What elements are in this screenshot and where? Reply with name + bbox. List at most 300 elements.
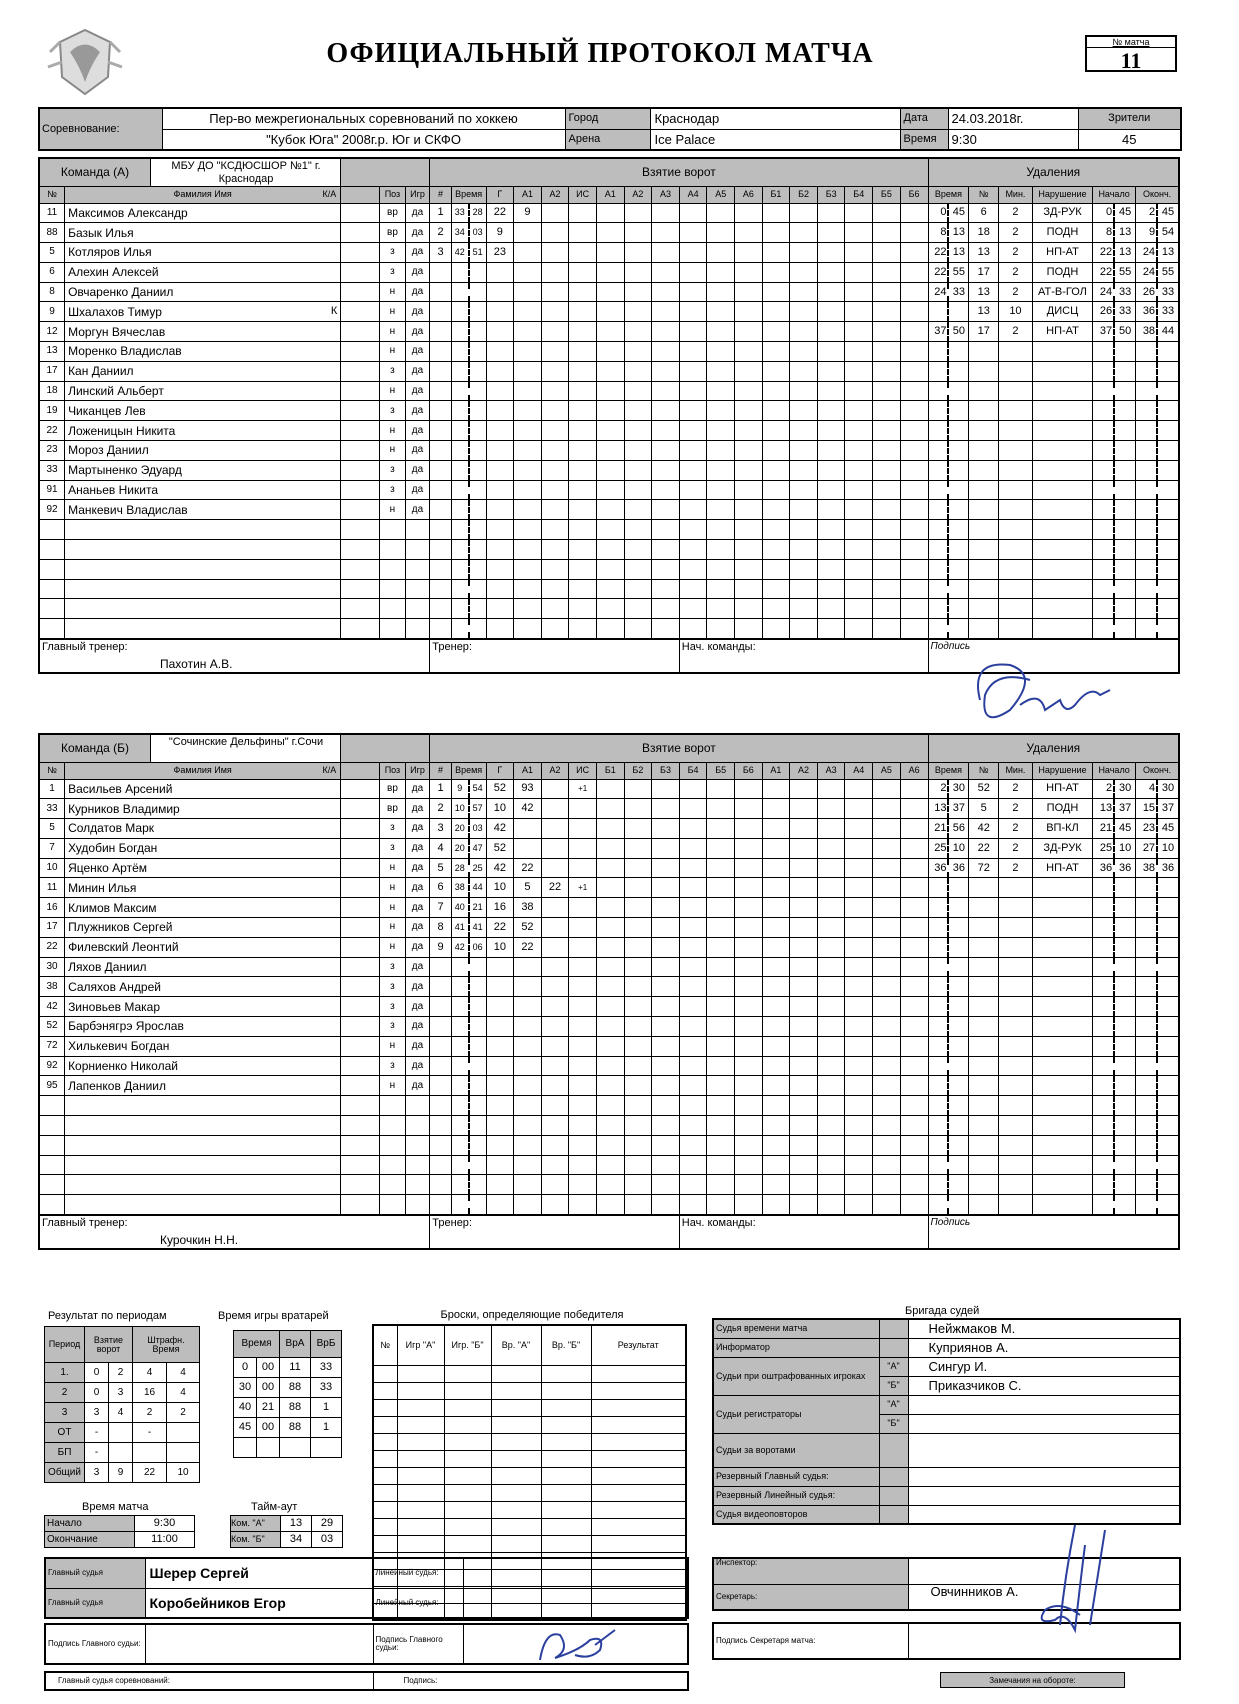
goal-cell	[541, 799, 569, 819]
col-pen-infraction: Нарушение	[1032, 762, 1092, 779]
timeout-b-min: 34	[281, 1532, 312, 1548]
goal-cell: 9	[451, 779, 468, 799]
col-num: №	[39, 762, 65, 779]
player-row	[39, 1096, 1179, 1116]
inspector-label: Инспектор:	[713, 1558, 908, 1584]
col-goal-10: Б5	[707, 762, 735, 779]
penalty-cell: 33	[1114, 302, 1135, 322]
player-row	[39, 203, 1179, 223]
player-row	[39, 342, 1179, 362]
player-row	[39, 460, 1179, 480]
goal-cell: 42	[451, 937, 468, 957]
player-row	[39, 302, 1179, 322]
period-row	[45, 1443, 200, 1463]
city-value: Краснодар	[650, 108, 900, 129]
player-name: Котляров Илья	[68, 245, 152, 260]
penalty-cell: 45	[1114, 203, 1135, 223]
goal-cell: 5	[430, 858, 451, 878]
penalty-cell: 24	[1093, 282, 1114, 302]
penalty-cell: 0	[1093, 203, 1114, 223]
penalty-cell: НП-АТ	[1032, 858, 1092, 878]
player-position: з	[380, 838, 406, 858]
player-played: да	[405, 262, 430, 282]
competition-line1: Пер-во межрегиональных соревнований по хоккею	[162, 108, 565, 129]
player-row	[39, 361, 1179, 381]
goal-cell: 52	[514, 918, 542, 938]
referee-role: Резервный Главный судья:	[713, 1467, 879, 1486]
player-role: К	[330, 304, 338, 317]
player-name: Курников Владимир	[68, 801, 180, 816]
timeout-a-sec: 29	[312, 1516, 343, 1532]
goal-cell	[569, 937, 597, 957]
player-position: н	[380, 500, 406, 520]
col-goal-15: Б4	[845, 186, 873, 203]
goal-cell	[569, 243, 597, 263]
team_b-table	[38, 733, 1180, 1250]
col-goal-9: Б4	[679, 762, 707, 779]
player-row	[39, 441, 1179, 461]
goal-cell	[569, 223, 597, 243]
player-number: 30	[39, 957, 65, 977]
referee-team	[879, 1505, 908, 1524]
signature-team-a	[950, 650, 1150, 740]
team_a-trainer-label: Тренер:	[430, 639, 680, 673]
goal-cell	[541, 223, 569, 243]
player-played: да	[405, 838, 430, 858]
penalty-cell: 2	[1136, 203, 1157, 223]
player-number: 13	[39, 342, 65, 362]
match-start-label: Начало	[45, 1516, 135, 1532]
player-name: Линский Альберт	[68, 384, 164, 399]
player-row	[39, 322, 1179, 342]
player-played: да	[405, 441, 430, 461]
player-name: Манкевич Владислав	[68, 502, 188, 517]
goal-cell: 1	[430, 203, 451, 223]
referee-name	[908, 1433, 1180, 1467]
penalty-cell: 45	[1157, 203, 1179, 223]
penalty-cell: 55	[1157, 262, 1179, 282]
goal-cell: 10	[486, 937, 514, 957]
team_a-chief-label: Нач. команды:	[679, 639, 928, 673]
referees-table	[712, 1318, 1181, 1525]
penalty-cell: 9	[1136, 223, 1157, 243]
player-name: Климов Максим	[68, 900, 157, 915]
referee-name: Приказчиков С.	[908, 1376, 1180, 1395]
match-start-value: 9:30	[135, 1516, 195, 1532]
match-time-table	[44, 1515, 195, 1548]
penalty-cell: 72	[969, 858, 999, 878]
match-number-label: № матча	[1087, 37, 1175, 48]
penalty-cell: НП-АТ	[1032, 243, 1092, 263]
player-row	[39, 619, 1179, 639]
player-row	[39, 1017, 1179, 1037]
player-position: н	[380, 898, 406, 918]
col-goal-5: ИС	[569, 762, 597, 779]
team_a-coach-label: Главный тренер:	[42, 640, 128, 653]
goal-cell: 40	[451, 898, 468, 918]
penalty-cell: 45	[1114, 819, 1135, 839]
player-number: 17	[39, 918, 65, 938]
player-played: да	[405, 342, 430, 362]
player-row	[39, 1076, 1179, 1096]
period-cell: 2	[109, 1363, 133, 1383]
period-cell: Общий	[45, 1463, 85, 1483]
main-referee2-name: Коробейников Егор	[145, 1588, 373, 1618]
penalty-cell: 0	[928, 203, 948, 223]
player-row	[39, 898, 1179, 918]
penalty-cell: 5	[969, 799, 999, 819]
player-name: Барбэнягрэ Ярослав	[68, 1019, 184, 1034]
goal-cell: 4	[430, 838, 451, 858]
penalty-cell: 21	[1093, 819, 1114, 839]
goalie-cell: 45	[234, 1418, 257, 1438]
goal-cell: 10	[486, 799, 514, 819]
referee-team: "А"	[879, 1357, 908, 1376]
referee-row	[713, 1467, 1180, 1486]
period-cell: 16	[133, 1383, 167, 1403]
player-row	[39, 223, 1179, 243]
page-title: ОФИЦИАЛЬНЫЙ ПРОТОКОЛ МАТЧА	[326, 38, 874, 69]
goal-cell	[541, 838, 569, 858]
goal-cell: 57	[469, 799, 486, 819]
player-played: да	[405, 223, 430, 243]
player-position: н	[380, 1076, 406, 1096]
date-label: Дата	[900, 108, 948, 129]
main-referee1-name: Шерер Сергей	[145, 1558, 373, 1588]
goal-cell: 34	[451, 223, 468, 243]
penalty-cell: 56	[948, 819, 968, 839]
goal-cell	[514, 838, 542, 858]
goal-cell: 2	[430, 799, 451, 819]
player-position: з	[380, 480, 406, 500]
periods-title: Результат по периодам	[48, 1310, 167, 1322]
player-row	[39, 1036, 1179, 1056]
period-cell	[167, 1443, 200, 1463]
goalie-cell: 88	[280, 1398, 311, 1418]
referee-row	[713, 1433, 1180, 1467]
player-row	[39, 500, 1179, 520]
col-goal-7: А2	[624, 186, 652, 203]
penalty-cell: 2	[999, 858, 1033, 878]
date-value: 24.03.2018г.	[948, 108, 1078, 129]
col-num: №	[39, 186, 65, 203]
referee-role: Судья времени матча	[713, 1319, 879, 1338]
referee-name	[908, 1414, 1180, 1433]
referee-name	[908, 1395, 1180, 1414]
goal-cell: 22	[486, 918, 514, 938]
period-row	[45, 1403, 200, 1423]
chief-referees-table	[44, 1557, 689, 1619]
penalty-cell: 2	[928, 779, 948, 799]
player-played: да	[405, 322, 430, 342]
penalty-cell: 8	[928, 223, 948, 243]
penalty-cell: 2	[999, 282, 1033, 302]
player-number: 9	[39, 302, 65, 322]
penalty-cell: 33	[1114, 282, 1135, 302]
player-name: Ложеницын Никита	[68, 423, 176, 438]
penalty-cell: 2	[999, 243, 1033, 263]
player-position: н	[380, 421, 406, 441]
goalie-cell: 00	[257, 1358, 280, 1378]
penalty-cell: 45	[1157, 819, 1179, 839]
penalty-cell: 36	[928, 858, 948, 878]
player-row	[39, 1195, 1179, 1215]
referee-name	[908, 1486, 1180, 1505]
player-name: Мороз Даниил	[68, 443, 149, 458]
player-played: да	[405, 1036, 430, 1056]
col-pen-end: Оконч.	[1136, 186, 1179, 203]
player-number: 22	[39, 937, 65, 957]
team_a-label: Команда (А)	[60, 164, 130, 179]
player-row	[39, 819, 1179, 839]
player-played: да	[405, 878, 430, 898]
penalty-cell: 55	[1114, 262, 1135, 282]
player-row	[39, 1116, 1179, 1136]
player-row	[39, 858, 1179, 878]
goal-cell: 22	[541, 878, 569, 898]
goal-cell	[569, 203, 597, 223]
penalty-cell: 33	[1157, 282, 1179, 302]
referee-team	[879, 1467, 908, 1486]
goal-cell: 10	[451, 799, 468, 819]
col-goal-3: А1	[514, 762, 542, 779]
goalie-time-table	[233, 1330, 342, 1458]
signature-secretary	[1005, 1515, 1165, 1645]
penalty-cell: 24	[1136, 243, 1157, 263]
goal-cell: 38	[514, 898, 542, 918]
player-number: 92	[39, 1056, 65, 1076]
penalty-cell: 13	[1093, 799, 1114, 819]
player-row	[39, 262, 1179, 282]
penalty-cell: 25	[928, 838, 948, 858]
player-position: вр	[380, 223, 406, 243]
player-position: н	[380, 322, 406, 342]
col-goal-8: Б3	[652, 762, 680, 779]
player-name: Зиновьев Макар	[68, 999, 160, 1014]
period-cell: 2	[45, 1383, 85, 1403]
col-goal-2: Г	[486, 186, 514, 203]
goal-cell: 06	[469, 937, 486, 957]
penalty-cell: 13	[948, 223, 968, 243]
goal-cell	[514, 243, 542, 263]
penalty-cell: ПОДН	[1032, 799, 1092, 819]
col-goal-9: А4	[679, 186, 707, 203]
sign-label: Подпись:	[373, 1672, 688, 1690]
penalty-cell: 22	[1093, 262, 1114, 282]
goalie-cell: 0	[234, 1358, 257, 1378]
player-row	[39, 520, 1179, 540]
period-cell: 3	[45, 1403, 85, 1423]
goal-cell: 2	[430, 223, 451, 243]
penalty-cell: 30	[1157, 779, 1179, 799]
col-goal-13: А2	[790, 762, 818, 779]
shootout-header: Вр. "А"	[491, 1325, 541, 1365]
timeout-a-min: 13	[281, 1516, 312, 1532]
main-referee1-label: Главный судья	[45, 1558, 145, 1588]
player-row	[39, 1135, 1179, 1155]
match-end-label: Окончание	[45, 1532, 135, 1548]
penalty-cell: 13	[969, 302, 999, 322]
period-cell: 10	[167, 1463, 200, 1483]
player-row	[39, 957, 1179, 977]
col-pos: Поз	[380, 762, 406, 779]
col-pen-end: Оконч.	[1136, 762, 1179, 779]
penalty-cell: 2	[999, 322, 1033, 342]
period-cell: 4	[167, 1363, 200, 1383]
col-goal-7: Б2	[624, 762, 652, 779]
referee-team	[879, 1486, 908, 1505]
goalie-row	[234, 1418, 342, 1438]
player-name: Филевский Леонтий	[68, 940, 179, 955]
goalie-row	[234, 1398, 342, 1418]
main-sign2-label: Подпись Главного судьи:	[373, 1624, 463, 1664]
player-position: з	[380, 977, 406, 997]
player-number: 11	[39, 878, 65, 898]
penalty-cell: 13	[1114, 223, 1135, 243]
team_a-sign-label: Подпись	[928, 639, 1179, 673]
goal-cell: 41	[469, 918, 486, 938]
period-cell: -	[133, 1423, 167, 1443]
player-number: 52	[39, 1017, 65, 1037]
player-played: да	[405, 302, 430, 322]
penalty-cell: НП-АТ	[1032, 779, 1092, 799]
period-cell: 1.	[45, 1363, 85, 1383]
player-played: да	[405, 858, 430, 878]
goal-cell: 22	[486, 203, 514, 223]
goal-cell: 6	[430, 878, 451, 898]
col-goal-11: Б6	[735, 762, 763, 779]
competition-referee-table	[44, 1671, 689, 1691]
referees-title: Бригада судей	[905, 1305, 980, 1317]
penalty-cell: 13	[1114, 243, 1135, 263]
col-goal-14: Б3	[817, 186, 845, 203]
player-played: да	[405, 997, 430, 1017]
penalty-cell: 21	[928, 819, 948, 839]
penalty-cell: 13	[969, 282, 999, 302]
player-name: Саляхов Андрей	[68, 979, 161, 994]
player-row	[39, 599, 1179, 619]
penalty-cell: 30	[948, 779, 968, 799]
penalty-cell: 33	[1157, 302, 1179, 322]
shootout-header: Игр. "Б"	[444, 1325, 491, 1365]
col-goal-time: Время	[451, 186, 486, 203]
time-label: Время	[900, 129, 948, 150]
player-row	[39, 838, 1179, 858]
player-row	[39, 559, 1179, 579]
goal-cell: 42	[451, 243, 468, 263]
player-row	[39, 480, 1179, 500]
col-name: Фамилия Имя	[173, 189, 232, 199]
player-row	[39, 282, 1179, 302]
col-goal-13: Б2	[790, 186, 818, 203]
player-played: да	[405, 361, 430, 381]
goal-cell: 28	[469, 203, 486, 223]
goalie-cell: 11	[280, 1358, 311, 1378]
player-position: з	[380, 1056, 406, 1076]
goal-cell	[569, 838, 597, 858]
goal-cell: 1	[430, 779, 451, 799]
col-goal-16: Б5	[873, 186, 901, 203]
col-goal-8: А3	[652, 186, 680, 203]
penalty-cell: 13	[928, 799, 948, 819]
penalty-cell: 22	[928, 262, 948, 282]
penalty-cell: ПОДН	[1032, 262, 1092, 282]
line-referee2-label: Линейный судья:	[373, 1588, 463, 1618]
goal-cell	[541, 918, 569, 938]
col-pen-infraction: Нарушение	[1032, 186, 1092, 203]
player-played: да	[405, 381, 430, 401]
penalty-cell: 36	[1136, 302, 1157, 322]
player-number: 22	[39, 421, 65, 441]
goal-cell	[541, 898, 569, 918]
referee-team: "Б"	[879, 1414, 908, 1433]
col-goal-16: А5	[873, 762, 901, 779]
goal-cell: 20	[451, 838, 468, 858]
goal-cell	[569, 918, 597, 938]
referee-name: Нейжмаков М.	[908, 1319, 1180, 1338]
goal-cell: 52	[486, 779, 514, 799]
col-goal-6: А1	[596, 186, 624, 203]
period-cell: 0	[85, 1383, 109, 1403]
penalty-cell: 44	[1157, 322, 1179, 342]
player-name: Плужников Сергей	[68, 920, 173, 935]
timeout-table	[230, 1515, 343, 1548]
goal-cell: 10	[486, 878, 514, 898]
penalty-cell: 17	[969, 262, 999, 282]
penalty-cell: 8	[1093, 223, 1114, 243]
col-ka: К/А	[322, 189, 337, 199]
goal-cell: 42	[514, 799, 542, 819]
goal-cell: 42	[486, 819, 514, 839]
player-name: Мартыненко Эдуард	[68, 463, 182, 478]
goal-cell	[541, 203, 569, 223]
penalty-cell: 4	[1136, 779, 1157, 799]
referee-team: "Б"	[879, 1376, 908, 1395]
player-name: Корниенко Николай	[68, 1059, 178, 1074]
goal-cell: 51	[469, 243, 486, 263]
goalie-cell: 21	[257, 1398, 280, 1418]
period-cell	[133, 1443, 167, 1463]
player-name: Ананьев Никита	[68, 483, 158, 498]
penalty-cell: 2	[999, 262, 1033, 282]
penalty-cell: 26	[1093, 302, 1114, 322]
player-number: 88	[39, 223, 65, 243]
period-pim-header: Штрафн. Время	[133, 1327, 200, 1363]
player-played: да	[405, 1056, 430, 1076]
player-position: н	[380, 302, 406, 322]
goal-cell: 54	[469, 779, 486, 799]
player-number: 19	[39, 401, 65, 421]
player-row	[39, 1155, 1179, 1175]
player-name: Худобин Богдан	[68, 841, 158, 856]
goal-cell: 93	[514, 779, 542, 799]
penalty-cell: 50	[948, 322, 968, 342]
arena-value: Ice Palace	[650, 129, 900, 150]
referee-role: Информатор	[713, 1338, 879, 1357]
player-name: Солдатов Марк	[68, 821, 155, 836]
period-cell	[167, 1423, 200, 1443]
penalty-cell: 2	[999, 223, 1033, 243]
period-row	[45, 1463, 200, 1483]
match-end-value: 11:00	[135, 1532, 195, 1548]
goal-cell: 21	[469, 898, 486, 918]
player-played: да	[405, 500, 430, 520]
timeout-b-sec: 03	[312, 1532, 343, 1548]
player-position: з	[380, 819, 406, 839]
goal-cell: 8	[430, 918, 451, 938]
goalie-row	[234, 1378, 342, 1398]
referee-team: "А"	[879, 1395, 908, 1414]
